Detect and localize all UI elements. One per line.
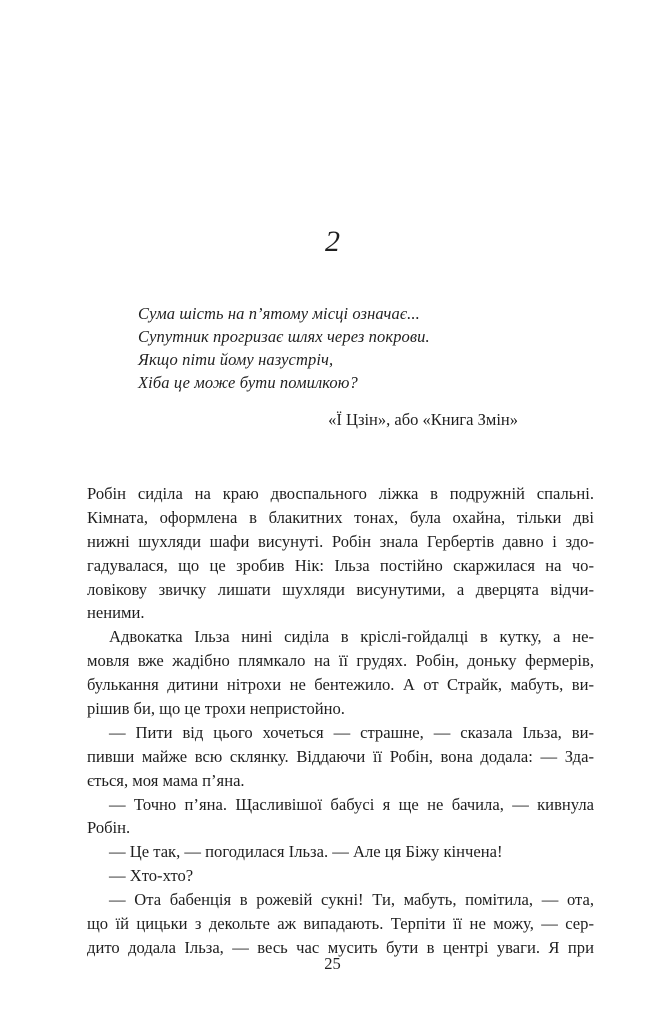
- page-number: 25: [324, 954, 341, 973]
- text-line: пивши майже всю склянку. Віддаючи її Робін, вона додала: — Зда-: [87, 746, 594, 766]
- text-line: Кімната, оформлена в блакитних тонах, була охайна, тільки дві: [87, 507, 594, 527]
- epigraph: [138, 302, 538, 394]
- text-line: булькання дитини нітрохи не бентежило. А от Страйк, мабуть, ви-: [87, 675, 594, 695]
- body-text: [87, 482, 594, 960]
- text-line: ється, моя мама п’яна.: [87, 770, 245, 790]
- epigraph-line: Сума шість на п’ятому місці означає...: [138, 304, 420, 323]
- text-line: Робін сиділа на краю двоспального ліжка в подружній спальні.: [87, 484, 594, 503]
- text-line: — Це так, — погодилася Ільза. — Але ця Біжу кінчена!: [109, 842, 503, 862]
- chapter-number: 2: [325, 225, 340, 258]
- text-line: нижні шухляди шафи висунуті. Робін знала Гербертів давно і здо-: [87, 531, 594, 551]
- text-line: гадувалася, що це зробив Нік: Ільза постійно скаржилася на чо-: [87, 555, 594, 575]
- epigraph-source: «Ї Цзін», або «Книга Змін»: [328, 410, 518, 429]
- text-line: Робін.: [87, 818, 131, 838]
- text-line: дито додала Ільза, — весь час мусить бути в центрі уваги. Я при: [87, 937, 594, 957]
- epigraph-line: Хіба це може бути помилкою?: [138, 373, 358, 392]
- text-line: що їй цицьки з декольте аж випадають. Терпіти її не можу, — сер-: [87, 914, 594, 934]
- text-line: Адвокатка Ільза нині сиділа в кріслі-гойдалці в кутку, а не-: [109, 627, 594, 647]
- epigraph-line: Якщо піти йому назустріч,: [138, 350, 334, 369]
- text-line: — Хто-хто?: [109, 866, 194, 886]
- epigraph-line: Супутник прогризає шлях через покрови.: [138, 327, 430, 346]
- text-line: ловікову звичку лишати шухляди висунутими, а дверцята відчи-: [87, 579, 594, 599]
- text-line: рішив би, що це трохи непристойно.: [87, 699, 345, 719]
- text-line: мовля вже жадібно плямкало на її грудях. Робін, доньку фермерів,: [87, 651, 594, 671]
- text-line: — Пити від цього хочеться — страшне, — сказала Ільза, ви-: [109, 722, 594, 742]
- text-line: — Ота бабенція в рожевій сукні! Ти, мабуть, помітила, — ота,: [109, 890, 594, 910]
- text-line: — Точно п’яна. Щасливішої бабусі я ще не бачила, — кивнула: [109, 794, 594, 814]
- text-line: неними.: [87, 603, 145, 623]
